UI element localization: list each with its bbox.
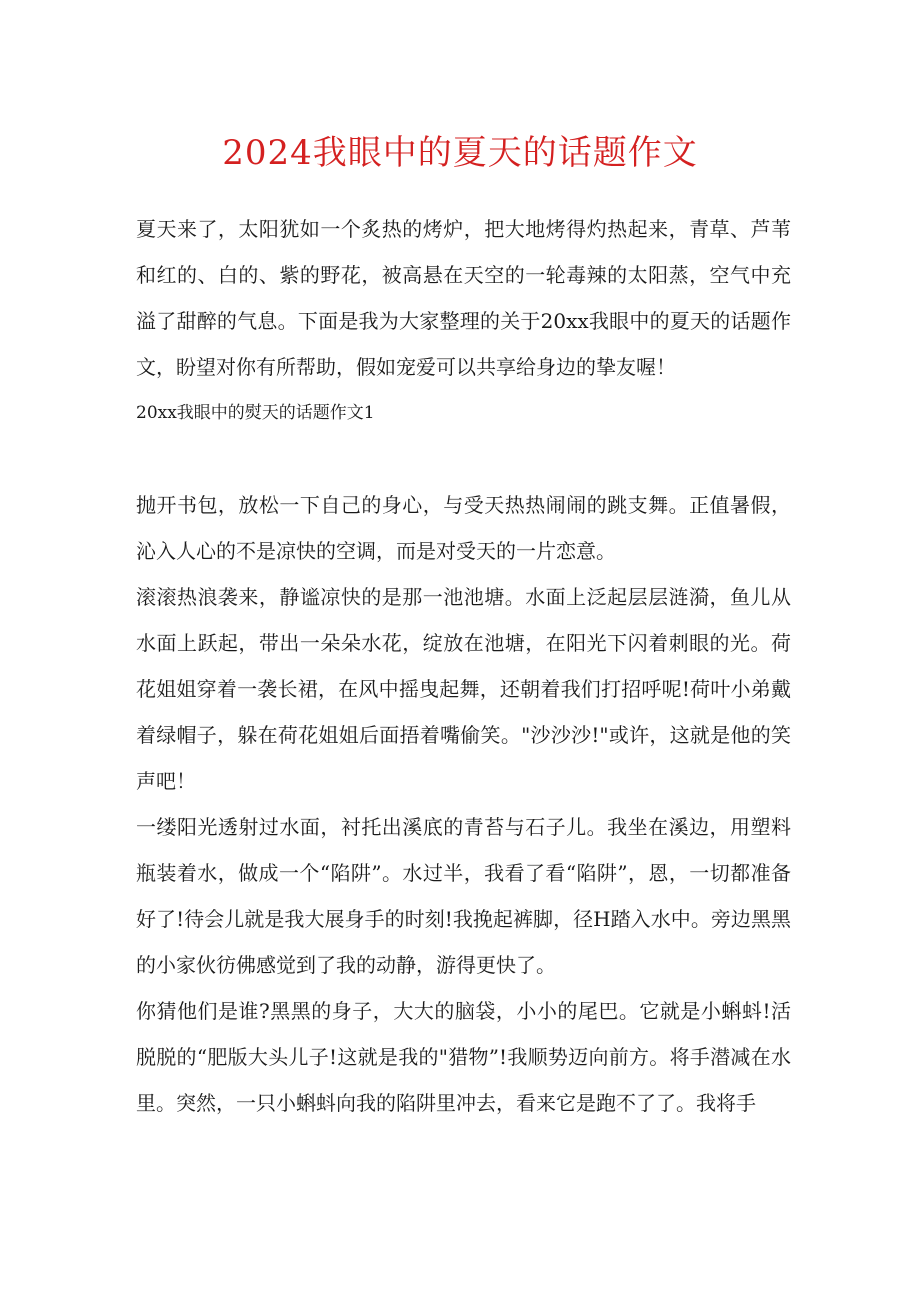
body-paragraph: 滚滚热浪袭来，静谧凉快的是那一池池塘。水面上泛起层层涟漪，鱼儿从水面上跃起，带出一朵朵水花，绽放在池塘，在阳光下闪着刺眼的光。荷花姐姐穿着一袭长裙，在风中摇曳起舞，还朝着我们打招呼呢!荷叶小弟戴着绿帽子，躲在荷花姐姐后面捂着嘴偷笑。"沙沙沙!"或许，这就是他的笑声吧！ bbox=[136, 585, 791, 793]
document-body bbox=[136, 206, 791, 1126]
body-paragraph: 一缕阳光透射过水面，衬托出溪底的青苔与石子儿。我坐在溪边，用塑料瓶装着水，做成一个“陷阱”。水过半，我看了看“陷阱”，恩，一切都准备好了!待会儿就是我大展身手的时刻!我挽起裤脚，径H踏入水中。旁边黑黑的小家伙彷佛感觉到了我的动静，游得更快了。 bbox=[136, 815, 791, 977]
body-paragraph: 抛开书包，放松一下自己的身心，与受天热热闹闹的跳支舞。正值暑假，沁入人心的不是凉快的空调，而是对受天的一片恋意。 bbox=[136, 493, 791, 563]
document-title: 2024我眼中的夏天的话题作文 bbox=[222, 133, 698, 173]
intro-paragraph: 夏天来了，太阳犹如一个炙热的烤炉，把大地烤得灼热起来，青草、芦苇和红的、白的、紫的野花，被高悬在天空的一轮毒辣的太阳蒸，空气中充溢了甜醉的气息。下面是我为大家整理的关于20xx我眼中的夏天的话题作文，盼望对你有所帮助，假如宠爱可以共享给身边的挚友喔！ bbox=[136, 217, 791, 379]
body-paragraph: 你猜他们是谁?黑黑的身子，大大的脑袋，小小的尾巴。它就是小蝌蚪!活脱脱的“肥版大头儿子!这就是我的"猎物”!我顺势迈向前方。将手潜减在水里。突然，一只小蝌蚪向我的陷阱里冲去，看来它是跑不了了。我将手 bbox=[136, 999, 791, 1115]
section-heading: 20xx我眼中的熨天的话题作文1 bbox=[136, 403, 375, 423]
